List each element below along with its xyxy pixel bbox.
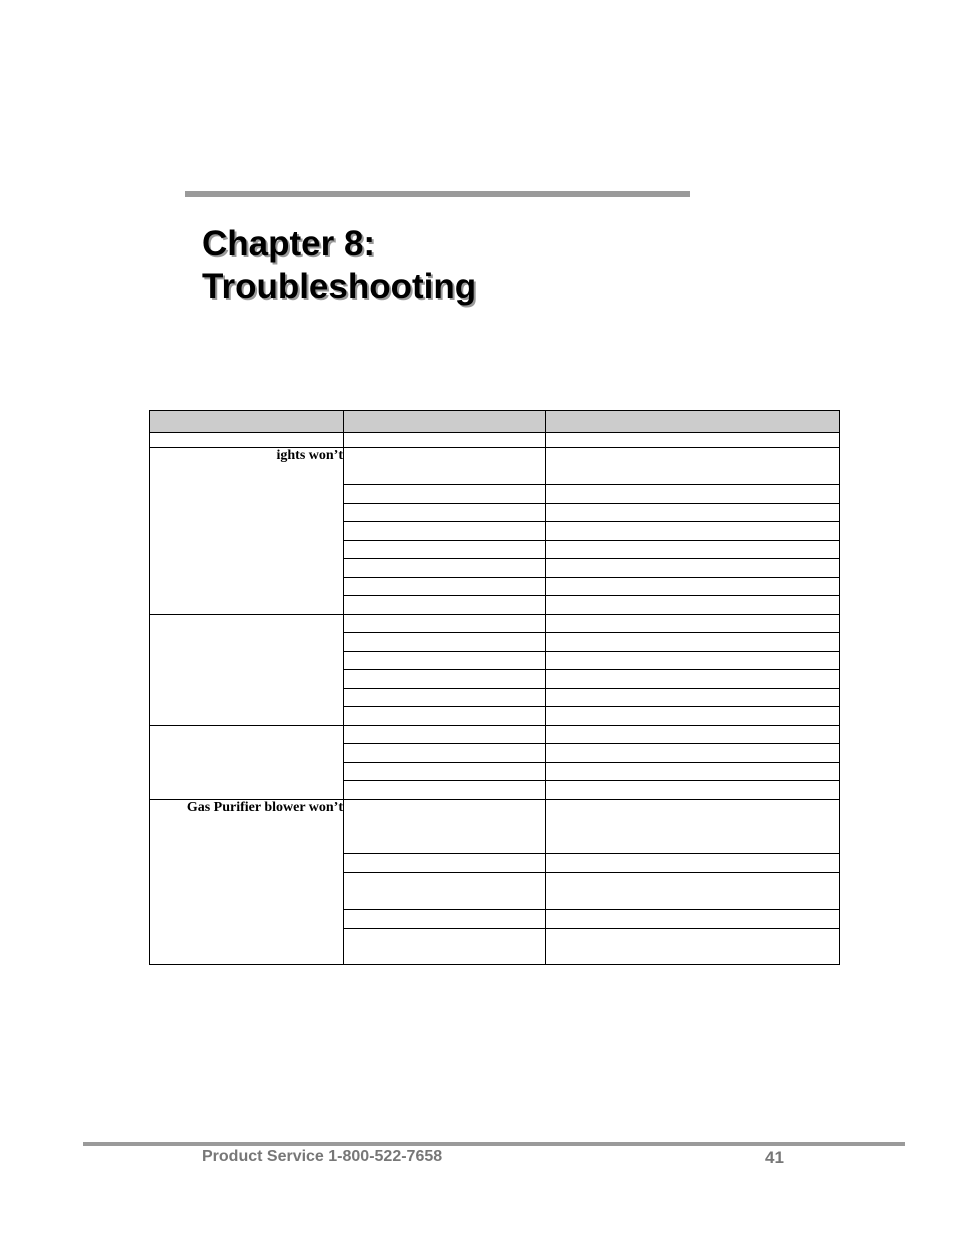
troubleshooting-table xyxy=(149,410,840,965)
table-row xyxy=(150,726,840,744)
page-number: 41 xyxy=(765,1148,784,1167)
header-cell-cause xyxy=(344,411,546,433)
table-row xyxy=(150,448,840,485)
problem-cell-gas-purifier: Gas Purifier blower won’t xyxy=(150,800,344,965)
problem-cell-empty xyxy=(150,615,344,726)
header-cell-problem xyxy=(150,411,344,433)
table-row xyxy=(150,433,840,448)
problem-cell-lights: ights won’t xyxy=(150,448,344,615)
table-row xyxy=(150,800,840,854)
chapter-title xyxy=(202,222,476,308)
footer-service-phone: Product Service 1-800-522-7658 xyxy=(202,1148,443,1165)
footer-rule xyxy=(83,1142,905,1146)
table-header-row xyxy=(150,411,840,433)
table-row xyxy=(150,615,840,633)
header-cell-solution xyxy=(546,411,840,433)
problem-cell-empty xyxy=(150,726,344,800)
chapter-top-rule xyxy=(185,191,690,197)
chapter-title-line-1: Chapter 8: xyxy=(202,224,376,263)
chapter-title-line-2: Troubleshooting xyxy=(202,267,477,306)
